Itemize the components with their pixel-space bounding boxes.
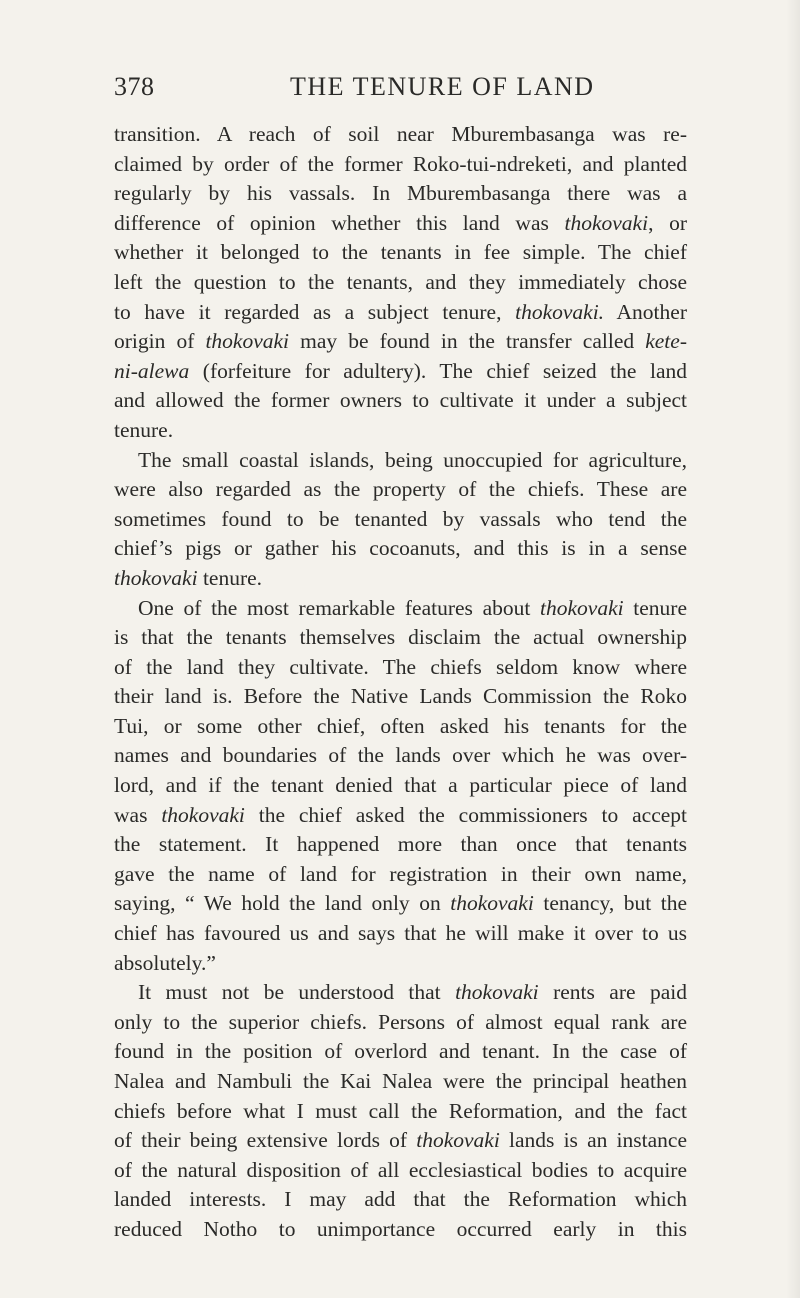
text-segment: origin of	[114, 329, 206, 354]
text-segment: lands is an instance	[499, 1128, 687, 1153]
text-line	[114, 623, 687, 653]
text-segment: lord, and if the tenant denied that a particular piece of land	[114, 773, 687, 798]
text-line	[114, 179, 687, 209]
text-line	[114, 564, 687, 594]
text-segment: tenancy, but the	[533, 891, 687, 916]
text-line	[114, 653, 687, 683]
text-segment: their land is. Before the Native Lands Commission the Roko	[114, 684, 687, 709]
italic-term: thokovaki	[161, 802, 245, 827]
text-segment: of the land they cultivate. The chiefs seldom know where	[114, 654, 687, 679]
text-line	[114, 801, 687, 831]
text-line	[114, 446, 687, 476]
text-segment: regularly by his vassals. In Mburembasanga there was a	[114, 181, 687, 206]
text-line	[114, 386, 687, 416]
text-line	[114, 268, 687, 298]
text-segment: difference of opinion whether this land was	[114, 210, 565, 235]
text-segment: reduced Notho to unimportance occurred early in this	[114, 1216, 687, 1241]
text-line	[114, 120, 687, 150]
text-line	[114, 712, 687, 742]
italic-term: thokovaki	[564, 210, 649, 235]
text-segment: the statement. It happened more than once that tenants	[114, 832, 687, 857]
text-segment: Another	[604, 299, 687, 324]
text-segment: chief’s pigs or gather his cocoanuts, and this is in a sense	[114, 536, 687, 561]
text-line	[114, 1067, 687, 1097]
text-segment: sometimes found to be tenanted by vassals who tend the	[114, 506, 687, 531]
text-segment: left the question to the tenants, and they immediately chose	[114, 269, 687, 294]
text-line	[114, 209, 687, 239]
text-line	[114, 949, 687, 979]
text-segment: may be found in the transfer called	[289, 329, 646, 354]
text-line	[114, 682, 687, 712]
text-segment: One of the most remarkable features about	[138, 595, 541, 620]
text-segment: found in the position of overlord and tenant. In the case of	[114, 1039, 687, 1064]
text-line	[114, 771, 687, 801]
text-line	[114, 1126, 687, 1156]
text-segment: chiefs before what I must call the Reformation, and the fact	[114, 1098, 687, 1123]
page-header	[0, 72, 800, 112]
text-segment: and allowed the former owners to cultivate it under a subject	[114, 388, 687, 413]
text-segment: were also regarded as the property of the chiefs. These are	[114, 477, 687, 502]
text-segment: Nalea and Nambuli the Kai Nalea were the principal heathen	[114, 1069, 687, 1093]
text-line	[114, 1215, 687, 1245]
text-segment: tenure	[623, 595, 688, 620]
text-segment: transition. A reach of soil near Mburembasanga was re-	[114, 122, 687, 146]
text-line	[114, 534, 687, 564]
text-segment: names and boundaries of the lands over which he was over-	[114, 743, 687, 768]
italic-term: thokovaki	[205, 329, 290, 354]
text-segment: Tui, or some other chief, often asked his tenants for the	[114, 713, 687, 738]
text-segment: tenure.	[197, 565, 263, 590]
page-number: 378	[114, 72, 155, 101]
italic-term: kete-	[645, 329, 687, 354]
text-line	[114, 357, 687, 387]
italic-term: thokovaki	[416, 1128, 500, 1153]
text-segment: chief has favoured us and says that he will make it over to us	[114, 921, 687, 946]
page-edge-shadow	[786, 0, 800, 1298]
text-line	[114, 1185, 687, 1215]
text-segment: the chief asked the commissioners to accept	[244, 802, 688, 827]
italic-term: thokovaki.	[515, 299, 605, 324]
text-segment: , or	[648, 210, 687, 235]
text-segment: only to the superior chiefs. Persons of almost equal rank are	[114, 1009, 687, 1034]
text-segment: rents are paid	[538, 980, 687, 1005]
text-segment: of the natural disposition of all ecclesiastical bodies to acquire	[114, 1157, 687, 1182]
text-segment: claimed by order of the former Roko-tui-ndreketi, and planted	[114, 151, 687, 176]
text-line	[114, 1156, 687, 1186]
text-line	[114, 327, 687, 357]
text-segment: is that the tenants themselves disclaim the actual ownership	[114, 625, 687, 650]
text-line	[114, 238, 687, 268]
text-line	[114, 1037, 687, 1067]
text-line	[114, 1008, 687, 1038]
text-line	[114, 475, 687, 505]
text-line	[114, 919, 687, 949]
text-line	[114, 889, 687, 919]
text-line	[114, 1097, 687, 1127]
text-segment: landed interests. I may add that the Reformation which	[114, 1187, 687, 1212]
italic-term: thokovaki	[450, 891, 534, 916]
text-line	[114, 150, 687, 180]
text-line	[114, 860, 687, 890]
text-line	[114, 594, 687, 624]
body-text	[114, 120, 687, 1245]
text-line	[114, 416, 687, 446]
italic-term: ni-alewa	[114, 358, 190, 383]
text-line	[114, 505, 687, 535]
italic-term: thokovaki	[455, 980, 539, 1005]
running-head: THE TENURE OF LAND	[290, 72, 595, 101]
text-line	[114, 741, 687, 771]
text-segment: was	[114, 802, 162, 827]
italic-term: thokovaki	[540, 595, 624, 620]
text-line	[114, 978, 687, 1008]
text-segment: of their being extensive lords of	[114, 1128, 417, 1153]
text-segment: saying, “ We hold the land only on	[114, 891, 451, 916]
text-segment: to have it regarded as a subject tenure,	[114, 299, 516, 324]
text-segment: (forfeiture for adultery). The chief seized the land	[189, 358, 687, 383]
text-segment: gave the name of land for registration in their own name,	[114, 861, 687, 886]
text-segment: absolutely.”	[114, 950, 216, 975]
text-segment: tenure.	[114, 417, 174, 442]
text-line	[114, 830, 687, 860]
text-segment: The small coastal islands, being unoccupied for agriculture,	[138, 447, 687, 472]
italic-term: thokovaki	[114, 565, 198, 590]
text-segment: whether it belonged to the tenants in fee simple. The chief	[114, 240, 687, 265]
text-line	[114, 298, 687, 328]
text-segment: It must not be understood that	[138, 980, 456, 1005]
